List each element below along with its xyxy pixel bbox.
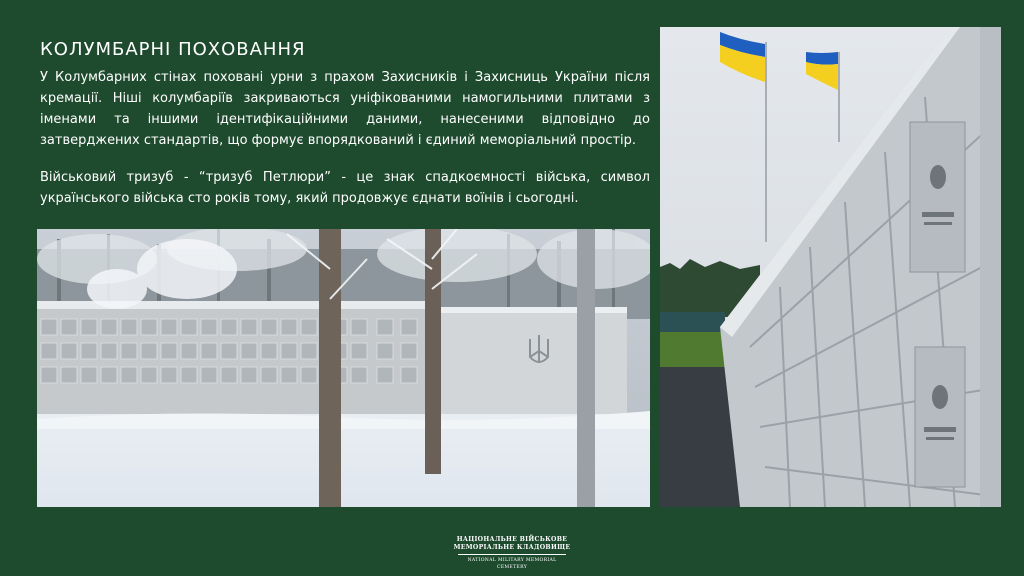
logo-line-2: МЕМОРІАЛЬНЕ КЛАДОВИЩЕ	[453, 544, 571, 551]
slide-title: КОЛУМБАРНІ ПОХОВАННЯ	[40, 39, 306, 61]
columbarium-wall-winter-photo	[37, 229, 650, 507]
paragraph-columbarium-description: У Колумбарних стінах поховані урни з прахом Захисників і Захисниць України після кремації. Ніші колумбаріїв закриваються уніфікованими намогильними плитами з іменами та іншими ідентифікаційними даними, нанесеними відповідно до затверджених стандартів, що формує впорядкований і єдиний меморіальний простір.	[40, 70, 650, 148]
logo-divider	[458, 554, 566, 555]
paragraph-trident-description: Військовий тризуб - “тризуб Петлюри” - це знак спадкоємності війська, символ українського війська сто років тому, який продовжує єднати воїнів і сьогодні.	[40, 170, 650, 206]
columbarium-wall-flags-photo	[660, 27, 1001, 507]
cemetery-logo	[452, 536, 572, 571]
logo-line-3: NATIONAL MILITARY MEMORIAL CEMETERY	[467, 558, 557, 570]
logo-line-1: НАЦІОНАЛЬНЕ ВІЙСЬКОВЕ	[456, 536, 568, 543]
